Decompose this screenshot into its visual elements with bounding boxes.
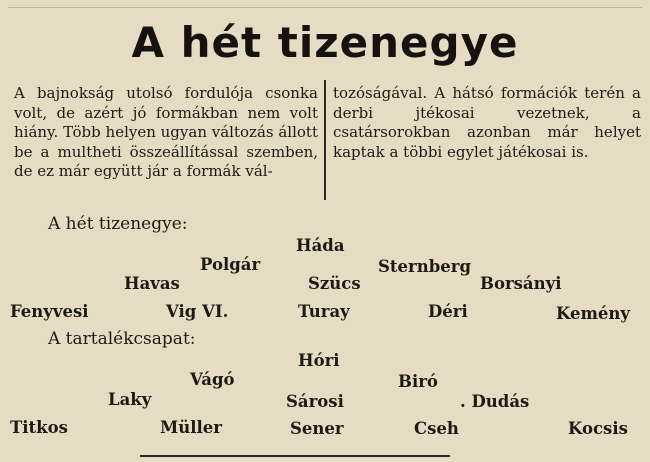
first-team-halfback: Szücs bbox=[308, 274, 361, 293]
headline: A hét tizenegye bbox=[131, 18, 519, 67]
first-team-back: Polgár bbox=[200, 255, 261, 274]
first-team-forward: Turay bbox=[298, 302, 350, 321]
first-team-halfback: Havas bbox=[124, 274, 180, 293]
reserve-team-forward: Müller bbox=[160, 418, 222, 437]
bottom-rule bbox=[140, 455, 450, 457]
first-team-label: A hét tizenegye: bbox=[48, 214, 188, 234]
top-rule bbox=[8, 7, 642, 8]
reserve-team-halfback: Sárosi bbox=[286, 392, 344, 411]
reserve-team-back: Vágó bbox=[190, 370, 235, 389]
first-team-forward: Kemény bbox=[556, 304, 631, 323]
reserve-team-goalkeeper: Hóri bbox=[298, 351, 340, 370]
column-divider bbox=[324, 80, 326, 200]
first-team-forward: Vig VI. bbox=[166, 302, 229, 321]
first-team-goalkeeper: Háda bbox=[296, 236, 345, 255]
reserve-team-forward: Cseh bbox=[414, 419, 459, 438]
reserve-team-halfback: Laky bbox=[108, 390, 152, 409]
article-right-column: tozóságával. A hátsó formációk terén a derbi jtékosai vezetnek, a csatársorokban azonban már helyet kaptak a többi egylet játékosai is. bbox=[333, 84, 641, 161]
first-team-back: Sternberg bbox=[378, 257, 471, 276]
first-team-halfback: Borsányi bbox=[480, 274, 562, 293]
reserve-team-forward: Sener bbox=[290, 419, 344, 438]
first-team-forward: Déri bbox=[428, 302, 468, 321]
reserve-team-label: A tartalékcsapat: bbox=[48, 329, 196, 349]
first-team-forward: Fenyvesi bbox=[10, 302, 89, 321]
article-left-column: A bajnokság utolsó fordulója csonka volt, de azért jó formákban nem volt hiány. Több helyen ugyan változás állott be a multheti összeállítással szemben, de ez már együtt jár a formák vál- bbox=[14, 84, 318, 180]
reserve-team-forward: Kocsis bbox=[568, 419, 628, 438]
reserve-team-halfback: . Dudás bbox=[460, 392, 530, 411]
reserve-team-back: Biró bbox=[398, 372, 438, 391]
reserve-team-forward: Titkos bbox=[10, 418, 68, 437]
